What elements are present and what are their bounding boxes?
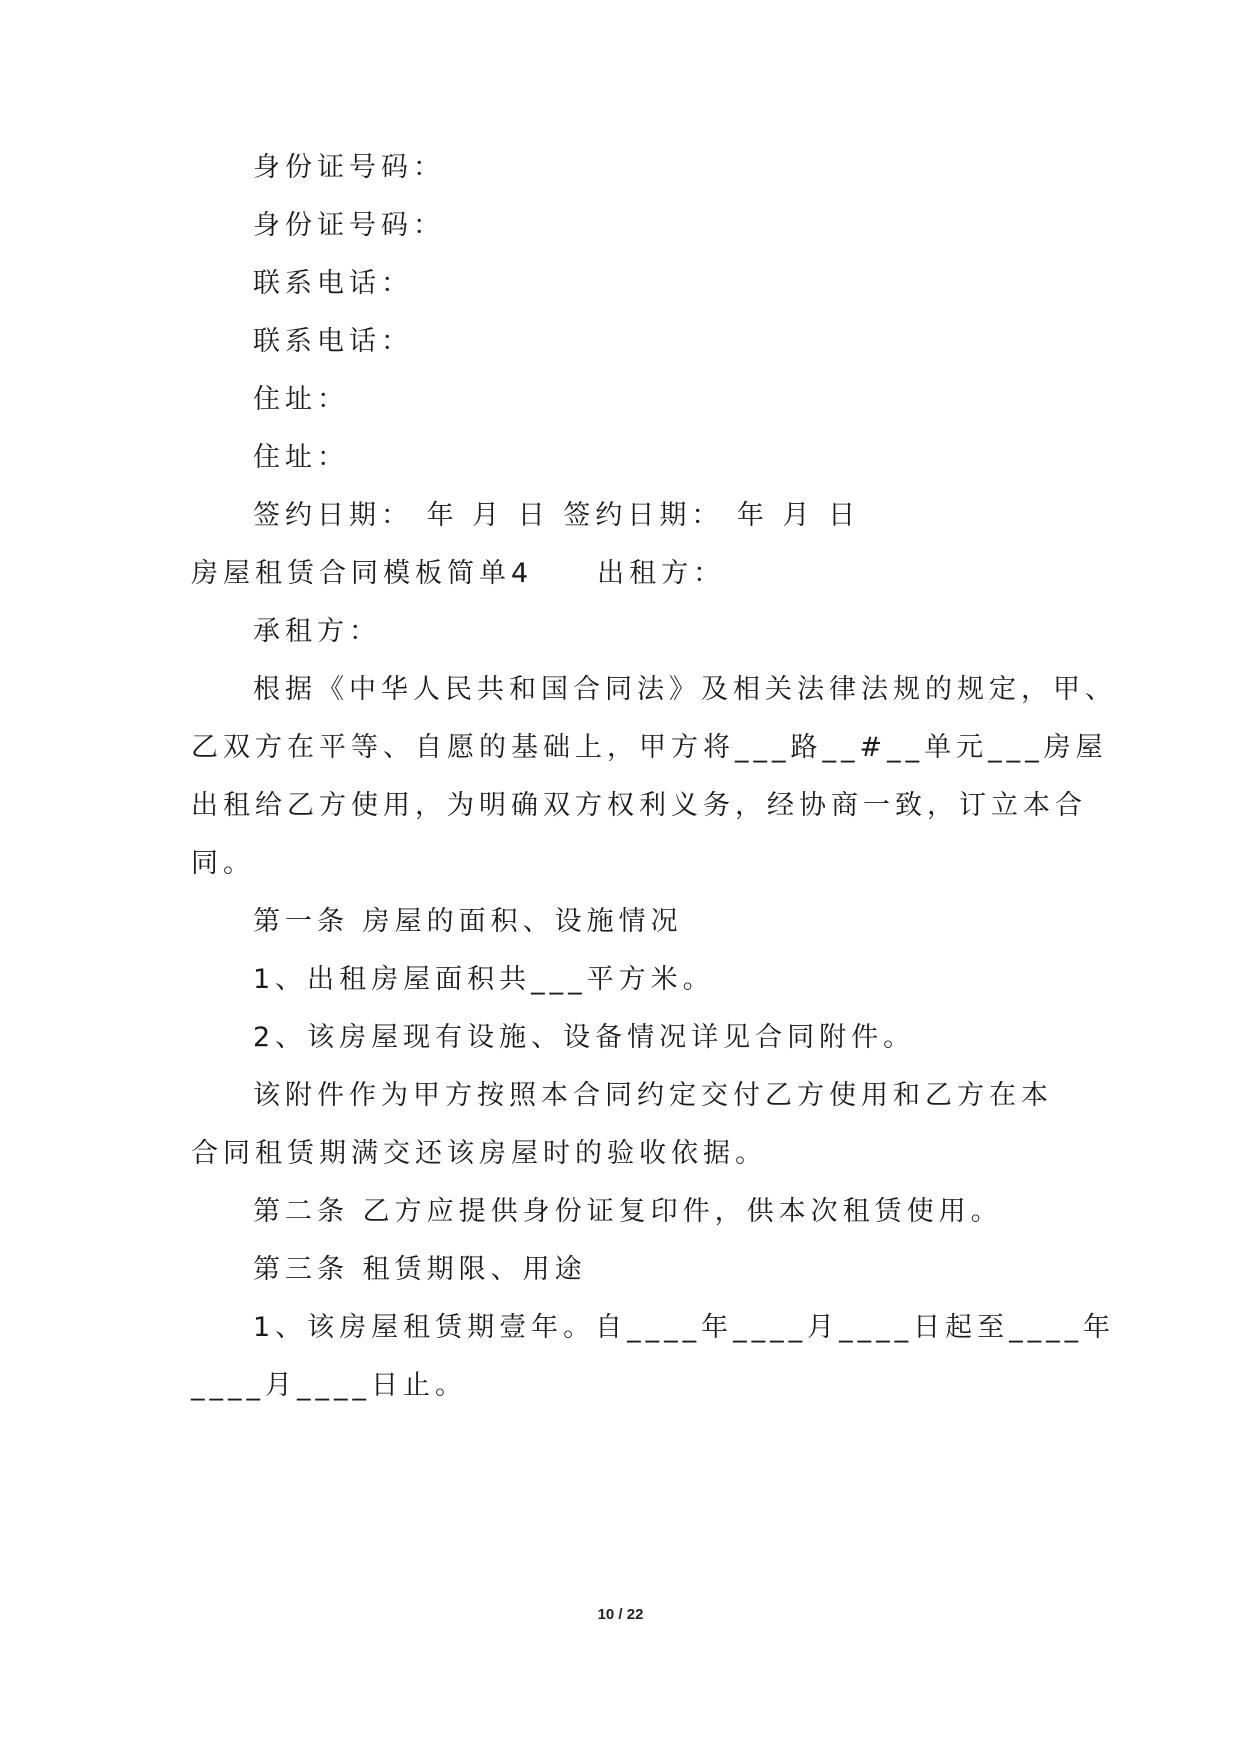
id-number-line: 身份证号码： (253, 210, 445, 241)
address-line: 住址： (253, 384, 349, 415)
page-number: 10 / 22 (597, 1606, 644, 1623)
article-heading: 第一条 房屋的面积、设施情况 (253, 906, 683, 937)
id-number-line: 身份证号码： (253, 152, 445, 183)
clause-line: 1、该房屋租赁期壹年。自____年____月____日起至____年 (253, 1312, 1116, 1343)
sign-date-line: 签约日期： 年 月 日 签约日期： 年 月 日 (253, 500, 861, 531)
address-line: 住址： (253, 442, 349, 473)
clause-line: 2、该房屋现有设施、设备情况详见合同附件。 (253, 1022, 916, 1053)
clause-line: ____月____日止。 (191, 1370, 467, 1401)
paragraph-line: 出租给乙方使用，为明确双方权利义务，经协商一致，订立本合 (191, 790, 1087, 821)
phone-line: 联系电话： (253, 326, 413, 357)
contract-title-line: 房屋租赁合同模板简单4 出租方： (191, 558, 726, 589)
phone-line: 联系电话： (253, 268, 413, 299)
tenant-line: 承租方： (253, 616, 381, 647)
article-heading: 第三条 租赁期限、用途 (253, 1254, 587, 1285)
paragraph-line: 同。 (191, 848, 255, 879)
paragraph-line: 根据《中华人民共和国合同法》及相关法律法规的规定，甲、 (253, 674, 1117, 705)
paragraph-line: 乙双方在平等、自愿的基础上，甲方将___路__#__单元___房屋 (191, 732, 1108, 763)
paragraph-line: 该附件作为甲方按照本合同约定交付乙方使用和乙方在本 (253, 1080, 1053, 1111)
clause-line: 1、出租房屋面积共___平方米。 (253, 964, 715, 995)
paragraph-line: 合同租赁期满交还该房屋时的验收依据。 (191, 1138, 767, 1169)
article-heading: 第二条 乙方应提供身份证复印件，供本次租赁使用。 (253, 1196, 1003, 1227)
